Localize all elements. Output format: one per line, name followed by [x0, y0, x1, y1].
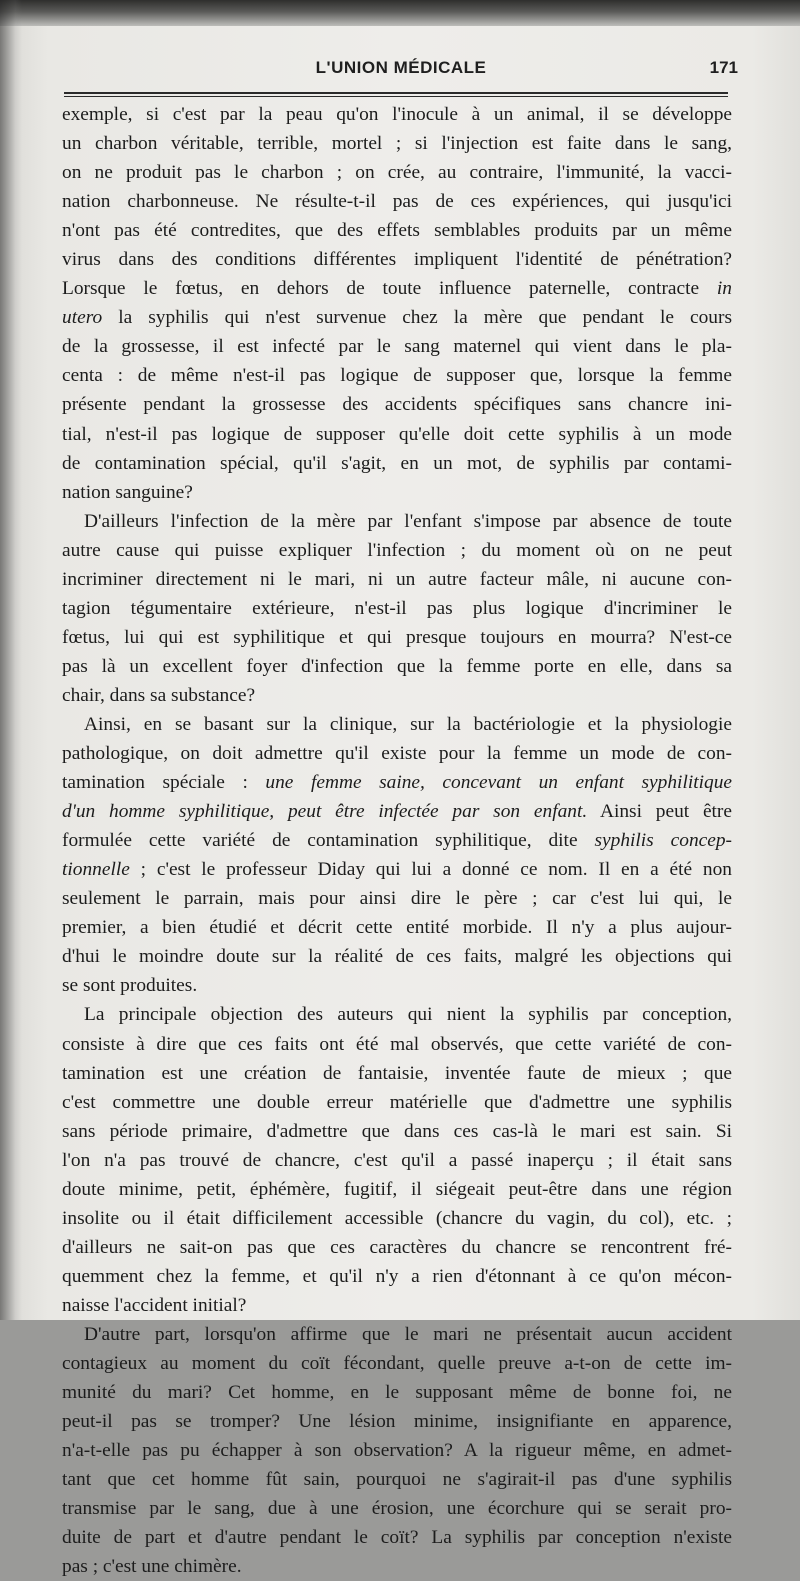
line-text: de contamination spécial, qu'il s'agit, en un mot, de syphilis par contami- [62, 452, 732, 474]
text-line [62, 245, 732, 274]
text-line [62, 1030, 732, 1059]
line-text: insolite ou il était difficilement accessible (chancre du vagin, du col), etc. ; [62, 1207, 732, 1229]
text-line [62, 129, 732, 158]
text-line [62, 449, 732, 478]
text-line [62, 652, 732, 681]
text-line [62, 361, 732, 390]
line-text: l'on n'a pas trouvé de chancre, c'est qu'il a passé inaperçu ; il était sans [62, 1149, 732, 1171]
line-text: tamination spéciale : [62, 772, 266, 794]
line-text: c'est commettre une double erreur matérielle que d'admettre une syphilis [62, 1091, 732, 1113]
line-text: munité du mari? Cet homme, en le supposant même de bonne foi, ne [62, 1382, 732, 1404]
line-text: consiste à dire que ces faits ont été mal observés, que cette variété de con- [62, 1033, 732, 1055]
journal-title: L'UNION MÉDICALE [315, 58, 487, 77]
line-text: formulée cette variété de contamination syphilitique, dite [62, 830, 595, 852]
text-line [62, 942, 732, 971]
text-line [62, 100, 732, 129]
line-text: n'a-t-elle pas pu échapper à son observation? A la rigueur même, en admet- [62, 1440, 732, 1462]
italic-text: une femme saine, concevant un enfant syphilitique [265, 772, 732, 794]
line-text: d'ailleurs ne sait-on pas que ces caractères du chancre se rencontrent fré- [62, 1236, 732, 1258]
text-line [62, 768, 732, 797]
italic-text: in [716, 278, 732, 300]
line-text: Ainsi, en se basant sur la clinique, sur la bactériologie et la physiologie [84, 713, 732, 735]
line-text: nation charbonneuse. Ne résulte-t-il pas de ces expériences, qui jusqu'ici [62, 191, 732, 213]
text-line [62, 681, 732, 710]
text-line [62, 1262, 732, 1291]
italic-text: syphilis concep- [594, 830, 732, 852]
line-text: naisse l'accident initial? [62, 1294, 247, 1316]
text-line [62, 797, 732, 826]
text-line [62, 913, 732, 942]
line-text: n'ont pas été contredites, que des effets semblables produits par un même [62, 220, 732, 242]
line-text: se sont produites. [62, 975, 198, 997]
italic-text: d'un homme syphilitique, peut être infectée par son enfant. [62, 801, 588, 823]
text-line [62, 303, 732, 332]
header-rule [64, 92, 728, 97]
text-line [62, 1494, 732, 1523]
text-line [62, 1349, 732, 1378]
text-line [62, 623, 732, 652]
line-text: quemment chez la femme, et qu'il n'y a rien d'étonnant à ce qu'on mécon- [62, 1265, 732, 1287]
line-text: nation sanguine? [62, 481, 193, 503]
text-line [62, 507, 732, 536]
line-text: chair, dans sa substance? [62, 684, 256, 706]
text-line [62, 1117, 732, 1146]
italic-text: utero [62, 307, 103, 329]
line-text: fœtus, lui qui est syphilitique et qui presque toujours en mourra? N'est-ce [62, 626, 732, 648]
line-text: virus dans des conditions différentes impliquent l'identité de pénétration? [62, 249, 732, 271]
line-text: transmise par le sang, due à une érosion, une écorchure qui se serait pro- [62, 1498, 732, 1520]
line-text: Ainsi peut être [587, 801, 732, 823]
text-line [62, 739, 732, 768]
running-head [64, 52, 738, 88]
text-line [62, 536, 732, 565]
text-line [62, 565, 732, 594]
text-line [62, 1523, 732, 1552]
line-text: présente pendant la grossesse des accidents spécifiques sans chancre ini- [62, 394, 732, 416]
line-text: d'hui le moindre doute sur la réalité de ces faits, malgré les objections qui [62, 946, 732, 968]
text-line [62, 594, 732, 623]
text-line [62, 1378, 732, 1407]
line-text: La principale objection des auteurs qui nient la syphilis par conception, [84, 1004, 732, 1026]
text-line [62, 710, 732, 739]
line-text: tial, n'est-il pas logique de supposer qu'elle doit cette syphilis à un mode [62, 423, 732, 445]
text-line [62, 216, 732, 245]
line-text: autre cause qui puisse expliquer l'infection ; du moment où on ne peut [62, 539, 732, 561]
text-line [62, 478, 732, 507]
italic-text: tionnelle [62, 859, 130, 881]
line-text: D'autre part, lorsqu'on affirme que le mari ne présentait aucun accident [84, 1323, 732, 1345]
text-line [62, 187, 732, 216]
line-text: peut-il pas se tromper? Une lésion minime, insignifiante en apparence, [62, 1411, 732, 1433]
line-text: sans période primaire, d'admettre que dans ces cas-là le mari est sain. Si [62, 1120, 732, 1142]
line-text: doute minime, petit, éphémère, fugitif, il siégeait peut-être dans une région [62, 1178, 732, 1200]
line-text: tamination est une création de fantaisie, inventée faute de mieux ; que [62, 1062, 732, 1084]
line-text: pas ; c'est une chimère. [62, 1556, 242, 1578]
line-text: de la grossesse, il est infecté par le sang maternel qui vient dans le pla- [62, 336, 732, 358]
text-line [62, 1436, 732, 1465]
line-text: seulement le parrain, mais pour ainsi dire le père ; car c'est lui qui, le [62, 888, 732, 910]
text-line [62, 420, 732, 449]
text-line [62, 826, 732, 855]
text-line [62, 274, 732, 303]
scan-binding-shadow [0, 0, 22, 1320]
line-text: pathologique, on doit admettre qu'il existe pour la femme un mode de con- [62, 743, 732, 765]
line-text: ; c'est le professeur Diday qui lui a donné ce nom. Il en a été non [129, 859, 732, 881]
text-line [62, 1088, 732, 1117]
text-line [62, 1552, 732, 1581]
text-line [62, 1407, 732, 1436]
text-line [62, 1175, 732, 1204]
line-text: un charbon véritable, terrible, mortel ; si l'injection est faite dans le sang, [62, 133, 732, 155]
line-text: la syphilis qui n'est survenue chez la mère que pendant le cours [102, 307, 732, 329]
line-text: premier, a bien étudié et décrit cette entité morbide. Il n'y a plus aujour- [62, 917, 732, 939]
line-text: centa : de même n'est-il pas logique de supposer que, lorsque la femme [62, 365, 732, 387]
line-text: pas là un excellent foyer d'infection que la femme porte en elle, dans sa [62, 655, 732, 677]
text-line [62, 855, 732, 884]
line-text: Lorsque le fœtus, en dehors de toute influence paternelle, contracte [62, 278, 717, 300]
text-line [62, 1465, 732, 1494]
line-text: contagieux au moment du coït fécondant, quelle preuve a-t-on de cette im- [62, 1353, 732, 1375]
text-line [62, 1059, 732, 1088]
line-text: tant que cet homme fût sain, pourquoi ne s'agirait-il pas d'une syphilis [62, 1469, 732, 1491]
line-text: on ne produit pas le charbon ; on crée, au contraire, l'immunité, la vacci- [62, 162, 732, 184]
text-line [62, 971, 732, 1000]
line-text: D'ailleurs l'infection de la mère par l'enfant s'impose par absence de toute [84, 510, 732, 532]
line-text: exemple, si c'est par la peau qu'on l'inocule à un animal, il se développe [62, 104, 732, 125]
text-line [62, 158, 732, 187]
text-line [62, 1233, 732, 1262]
text-line [62, 1146, 732, 1175]
text-line [62, 332, 732, 361]
line-text: tagion tégumentaire extérieure, n'est-il pas plus logique d'incriminer le [62, 597, 732, 619]
line-text: duite de part et d'autre pendant le coït? La syphilis par conception n'existe [62, 1527, 732, 1549]
body-text [62, 100, 732, 1581]
text-line [62, 1320, 732, 1349]
text-line [62, 1291, 732, 1320]
line-text: incriminer directement ni le mari, ni un autre facteur mâle, ni aucune con- [62, 568, 732, 590]
text-line [62, 1204, 732, 1233]
page-number: 171 [709, 58, 738, 77]
text-line [62, 884, 732, 913]
text-line [62, 390, 732, 419]
scan-top-shadow [0, 0, 800, 26]
text-line [62, 1000, 732, 1029]
